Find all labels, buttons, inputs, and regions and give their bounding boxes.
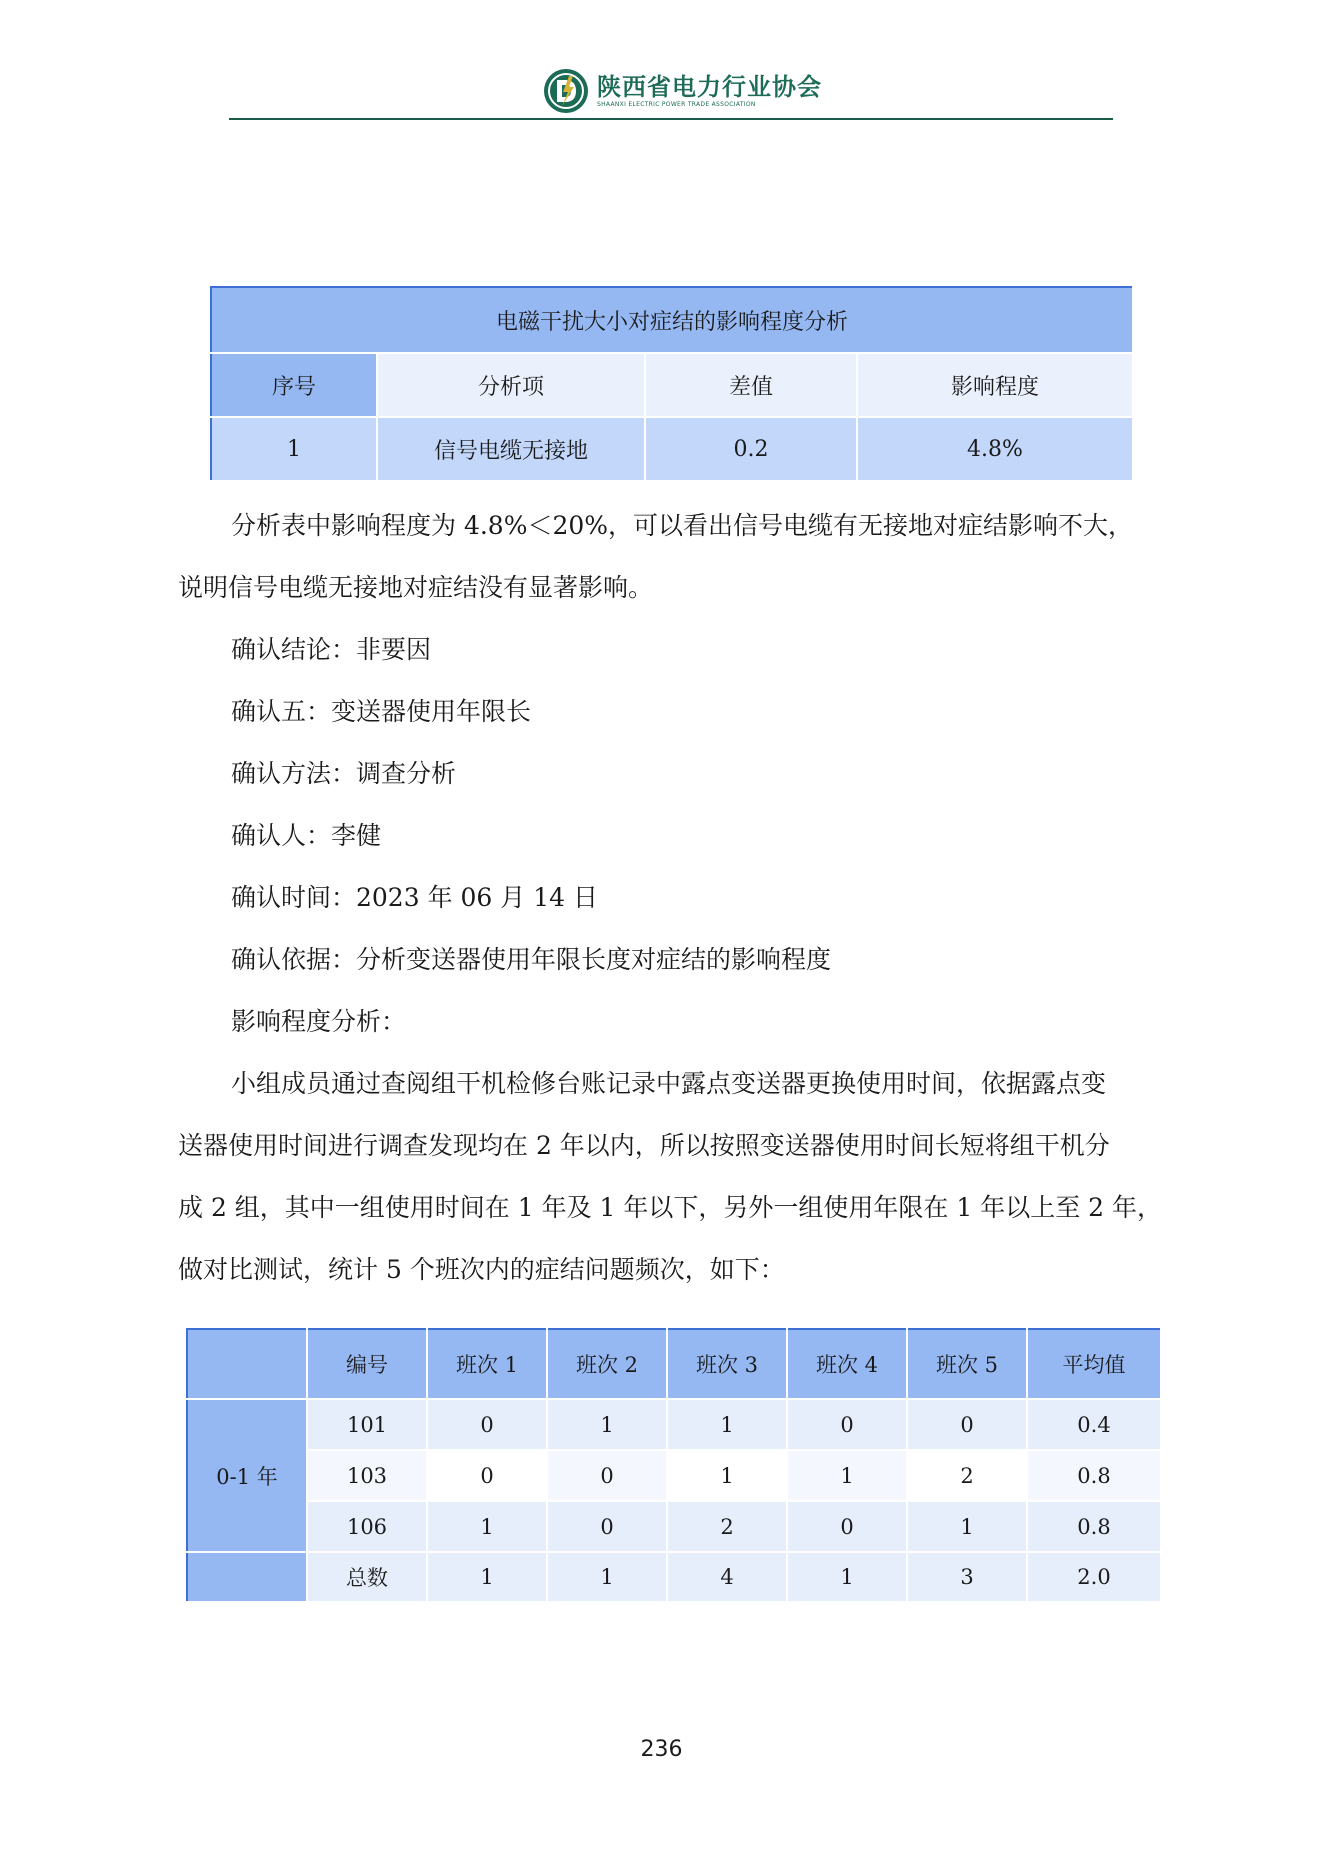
table-cell: 1 <box>427 1501 547 1552</box>
table-cell: 1 <box>427 1552 547 1602</box>
table-cell: 2 <box>667 1501 787 1552</box>
header-shift-3: 班次 3 <box>667 1329 787 1399</box>
page-number: 236 <box>640 1737 683 1762</box>
paragraph-line: 成 2 组，其中一组使用时间在 1 年及 1 年以下，另外一组使用年限在 1 年以上至 2 年， <box>178 1193 1162 1222</box>
header-item: 分析项 <box>377 353 645 417</box>
table-cell: 2.0 <box>1027 1552 1161 1602</box>
header-number: 编号 <box>307 1329 427 1399</box>
item-five-line: 确认五：变送器使用年限长 <box>231 697 532 726</box>
table-cell: 0 <box>547 1501 667 1552</box>
method-line: 确认方法：调查分析 <box>231 759 457 788</box>
header-index: 序号 <box>211 353 377 417</box>
table-row <box>187 1399 1161 1450</box>
paragraph-line: 做对比测试，统计 5 个班次内的症结问题频次，如下： <box>178 1255 785 1284</box>
group-label: 0-1 年 <box>187 1399 307 1552</box>
table-cell: 0.8 <box>1027 1450 1161 1501</box>
table-cell: 106 <box>307 1501 427 1552</box>
paragraph-line: 小组成员通过查阅组干机检修台账记录中露点变送器更换使用时间，依据露点变 <box>231 1069 1107 1098</box>
header-shift-2: 班次 2 <box>547 1329 667 1399</box>
cell-index: 1 <box>211 417 377 481</box>
org-logo <box>543 68 822 114</box>
header-average: 平均值 <box>1027 1329 1161 1399</box>
cell-item: 信号电缆无接地 <box>377 417 645 481</box>
table-cell: 总数 <box>307 1552 427 1602</box>
time-line: 确认时间：2023 年 06 月 14 日 <box>231 883 598 912</box>
table-cell: 0 <box>427 1450 547 1501</box>
table-row <box>187 1501 1161 1552</box>
paragraph-line: 说明信号电缆无接地对症结没有显著影响。 <box>178 573 654 602</box>
cell-impact: 4.8% <box>857 417 1133 481</box>
interference-impact-table <box>210 286 1134 482</box>
table-cell: 1 <box>547 1552 667 1602</box>
header-divider <box>229 118 1113 120</box>
analysis-heading: 影响程度分析： <box>231 1007 407 1036</box>
table-cell: 101 <box>307 1399 427 1450</box>
conclusion-line: 确认结论：非要因 <box>231 635 432 664</box>
paragraph-line: 送器使用时间进行调查发现均在 2 年以内，所以按照变送器使用时间长短将组干机分 <box>178 1131 1110 1160</box>
table-row-total <box>187 1552 1161 1602</box>
association-emblem-icon <box>543 68 589 114</box>
shift-frequency-table <box>186 1328 1162 1603</box>
org-name-en: SHAANXI ELECTRIC POWER TRADE ASSOCIATION <box>597 101 756 108</box>
body-text <box>178 495 1168 1301</box>
person-line: 确认人：李健 <box>231 821 382 850</box>
table-cell: 0 <box>427 1399 547 1450</box>
table-cell: 103 <box>307 1450 427 1501</box>
table-cell: 1 <box>667 1450 787 1501</box>
table-cell: 0.4 <box>1027 1399 1161 1450</box>
table-cell: 1 <box>787 1552 907 1602</box>
table-cell: 0.8 <box>1027 1501 1161 1552</box>
header-shift-4: 班次 4 <box>787 1329 907 1399</box>
table-cell: 2 <box>907 1450 1027 1501</box>
table-cell: 1 <box>547 1399 667 1450</box>
table-cell: 0 <box>547 1450 667 1501</box>
table-cell: 0 <box>907 1399 1027 1450</box>
group-label-empty <box>187 1552 307 1602</box>
header-shift-1: 班次 1 <box>427 1329 547 1399</box>
table-row <box>211 417 1133 481</box>
header-group <box>187 1329 307 1399</box>
basis-line: 确认依据：分析变送器使用年限长度对症结的影响程度 <box>231 945 832 974</box>
header-impact: 影响程度 <box>857 353 1133 417</box>
table-cell: 1 <box>787 1450 907 1501</box>
table-title: 电磁干扰大小对症结的影响程度分析 <box>211 287 1133 353</box>
header-shift-5: 班次 5 <box>907 1329 1027 1399</box>
table-row <box>187 1450 1161 1501</box>
org-name-cn: 陕西省电力行业协会 <box>597 73 822 101</box>
table-cell: 1 <box>667 1399 787 1450</box>
paragraph-line: 分析表中影响程度为 4.8%＜20%，可以看出信号电缆有无接地对症结影响不大， <box>231 511 1134 540</box>
table-cell: 0 <box>787 1501 907 1552</box>
cell-diff: 0.2 <box>645 417 857 481</box>
table-cell: 3 <box>907 1552 1027 1602</box>
table-cell: 4 <box>667 1552 787 1602</box>
page-header <box>0 60 1323 120</box>
table-cell: 1 <box>907 1501 1027 1552</box>
header-diff: 差值 <box>645 353 857 417</box>
table-cell: 0 <box>787 1399 907 1450</box>
